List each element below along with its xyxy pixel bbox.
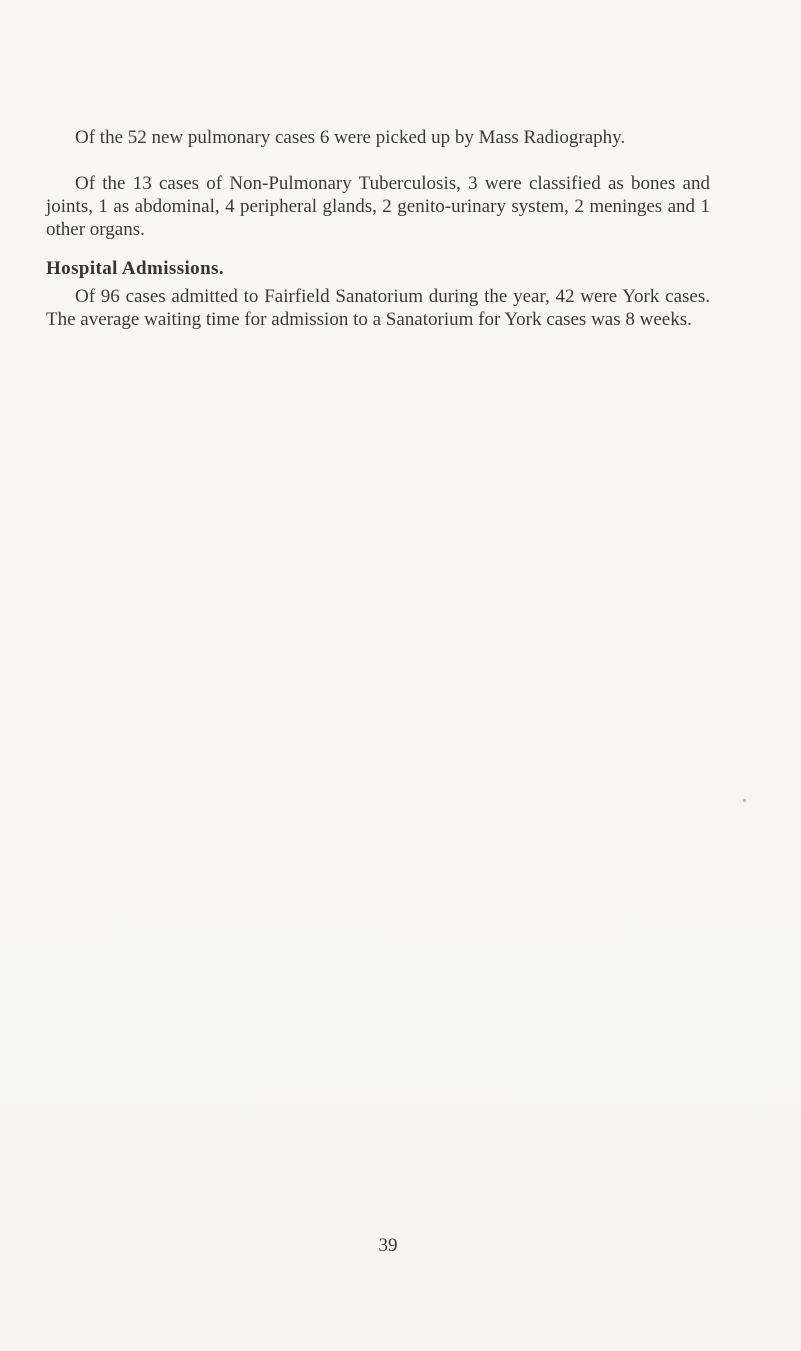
paragraph-hospital-admissions: Of 96 cases admitted to Fairfield Sanatorium during the year, 42 were York cases. The average waiting time for admission to a Sanatorium for York cases was 8 weeks. bbox=[46, 286, 710, 330]
scan-speck bbox=[743, 799, 746, 802]
paragraph-mass-radiography: Of the 52 new pulmonary cases 6 were picked up by Mass Radiography. bbox=[75, 127, 626, 148]
paragraph-non-pulmonary-tuberculosis: Of the 13 cases of Non-Pulmonary Tuberculosis, 3 were classified as bones and joints, 1 as abdominal, 4 peripheral glands, 2 genito-urinary system, 2 meninges and 1 other organs. bbox=[46, 173, 710, 240]
section-heading-hospital-admissions: Hospital Admissions. bbox=[46, 258, 224, 279]
page-number: 39 bbox=[378, 1235, 398, 1256]
